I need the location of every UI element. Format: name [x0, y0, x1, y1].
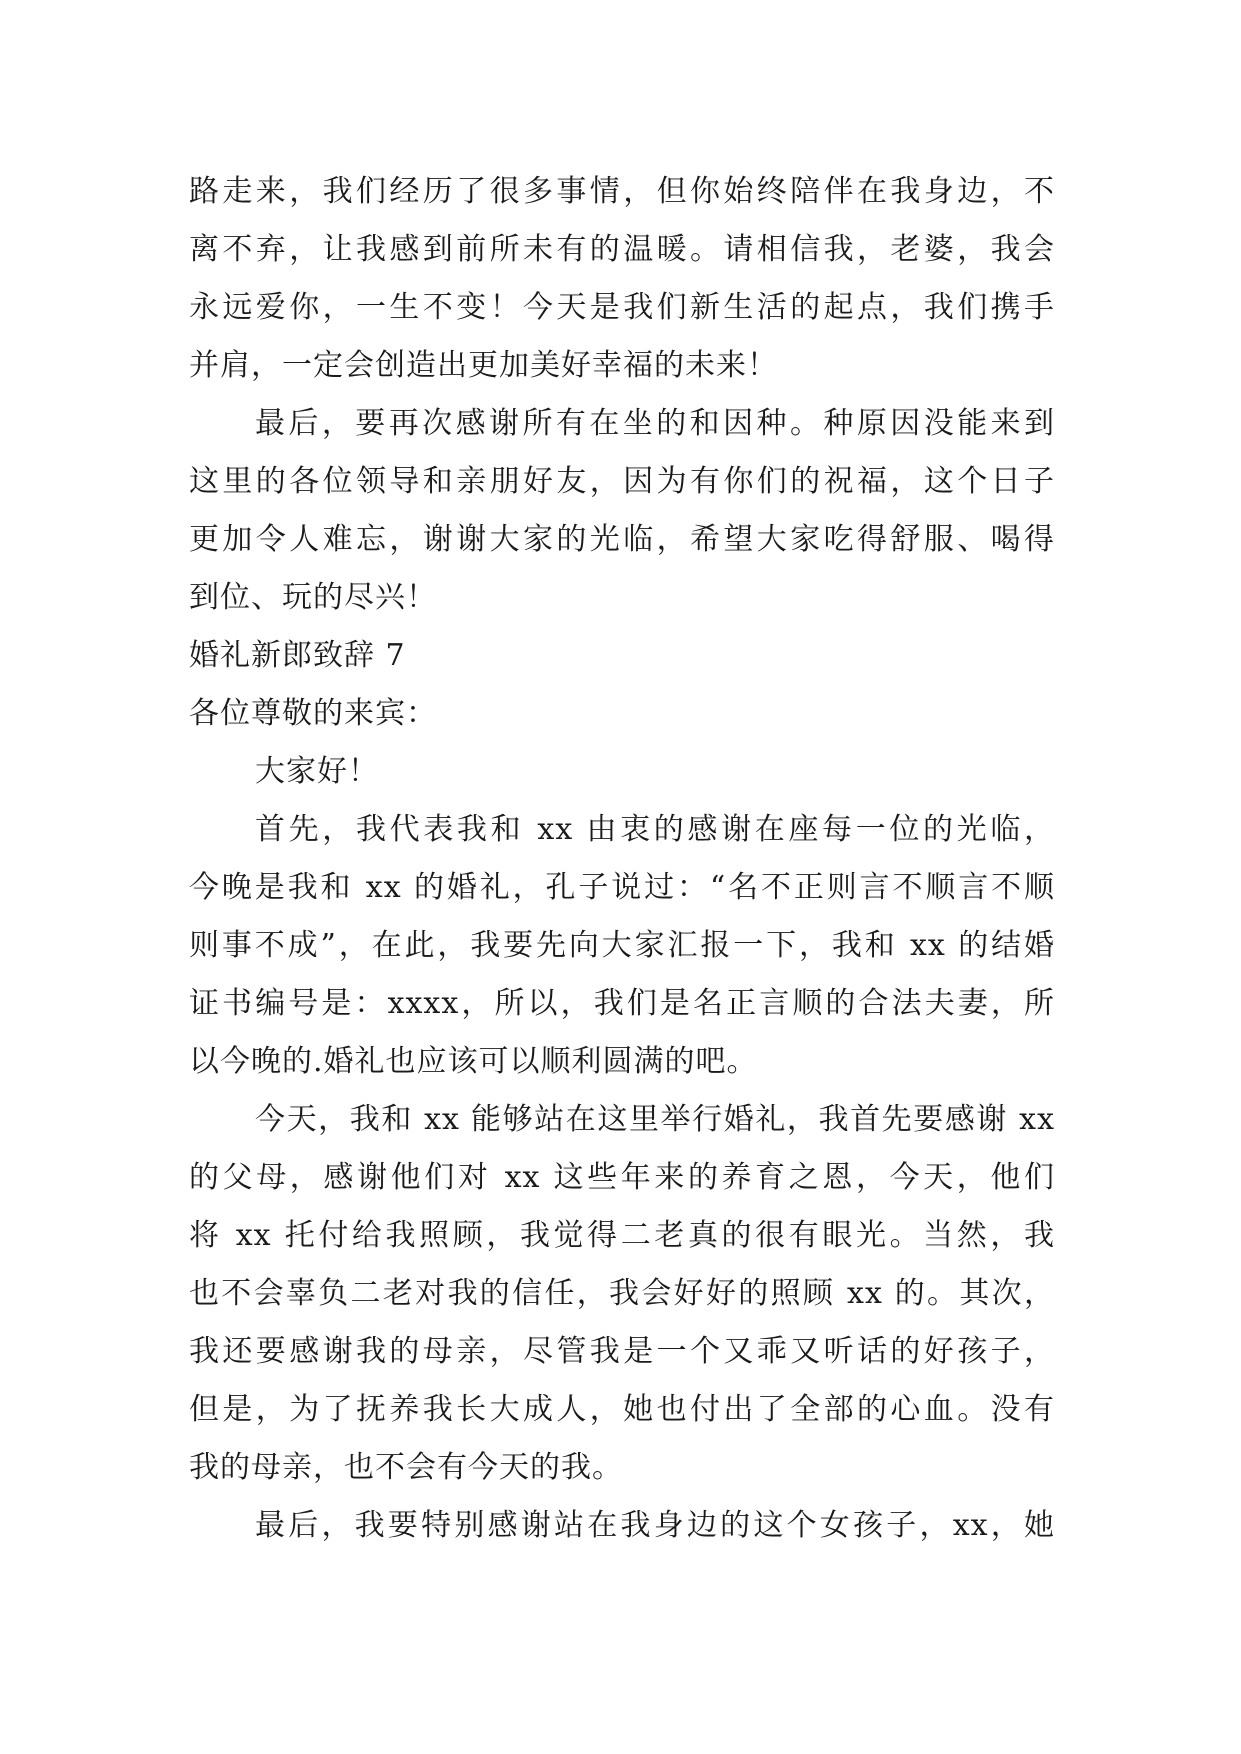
section-heading: 婚礼新郎致辞 7 [189, 638, 406, 673]
text-line: 也不会辜负二老对我的信任，我会好好的照顾 xx 的。其次， [189, 1276, 1055, 1311]
document-page [189, 163, 1055, 1555]
text-line: 到位、玩的尽兴！ [189, 580, 437, 615]
text-line: 则事不成”，在此，我要先向大家汇报一下，我和 xx 的结婚 [189, 928, 1055, 963]
paragraph-first-line: 今天，我和 xx 能够站在这里举行婚礼，我首先要感谢 xx [255, 1102, 1055, 1137]
paragraph-first-line: 首先，我代表我和 xx 由衷的感谢在座每一位的光临， [255, 812, 1055, 847]
text-line: 以今晚的.婚礼也应该可以顺利圆满的吧。 [189, 1044, 758, 1079]
greeting: 大家好！ [255, 754, 379, 789]
text-line: 这里的各位领导和亲朋好友，因为有你们的祝福，这个日子 [189, 464, 1055, 499]
text-line: 离不弃，让我感到前所未有的温暖。请相信我，老婆，我会 [189, 232, 1055, 267]
salutation: 各位尊敬的来宾： [189, 696, 437, 731]
text-line: 并肩，一定会创造出更加美好幸福的未来！ [189, 348, 778, 383]
text-line: 的父母，感谢他们对 xx 这些年来的养育之恩，今天，他们 [189, 1160, 1055, 1195]
paragraph-first-line: 最后，要再次感谢所有在坐的和因种。种原因没能来到 [255, 406, 1055, 441]
text-line: 今晚是我和 xx 的婚礼，孔子说过：“名不正则言不顺言不顺 [189, 870, 1055, 905]
text-line: 但是，为了抚养我长大成人，她也付出了全部的心血。没有 [189, 1392, 1055, 1427]
text-line: 我的母亲，也不会有今天的我。 [189, 1450, 623, 1485]
text-line: 路走来，我们经历了很多事情，但你始终陪伴在我身边，不 [189, 174, 1055, 209]
text-line: 将 xx 托付给我照顾，我觉得二老真的很有眼光。当然，我 [189, 1218, 1055, 1253]
text-line: 永远爱你，一生不变！今天是我们新生活的起点，我们携手 [189, 290, 1055, 325]
paragraph-first-line: 最后，我要特别感谢站在我身边的这个女孩子，xx，她 [255, 1508, 1055, 1543]
text-line: 更加令人难忘，谢谢大家的光临，希望大家吃得舒服、喝得 [189, 522, 1055, 557]
text-line: 证书编号是：xxxx，所以，我们是名正言顺的合法夫妻，所 [189, 986, 1055, 1021]
text-line: 我还要感谢我的母亲，尽管我是一个又乖又听话的好孩子， [189, 1334, 1055, 1369]
